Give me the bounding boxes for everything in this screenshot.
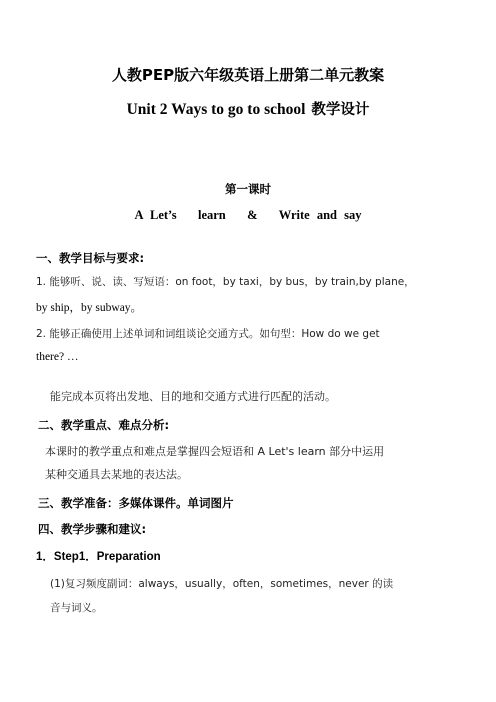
document-subtitle — [0, 98, 496, 119]
objective-3: 能完成本页将出发地、目的地和交通方式进行匹配的活动。 — [50, 390, 336, 403]
unit-title: Unit 2 Ways to go to school — [126, 101, 306, 118]
section2-heading: 二、教学重点、难点分析: — [38, 418, 170, 432]
section4-heading: 四、教学步骤和建议: — [38, 522, 147, 536]
step1-item1-line2: 音与词义。 — [50, 602, 103, 614]
section1-heading: 一、教学目标与要求: — [36, 251, 145, 265]
step1-label: 1．Step1．Preparation — [36, 551, 161, 563]
section3-heading: 三、教学准备：多媒体课件。单词图片 — [38, 496, 234, 510]
step1-item1-line1: (1)复习频度副词：always，usually，often，sometimes，never 的读 — [50, 578, 394, 590]
objective-1-line2: by ship，by subway。 — [36, 302, 143, 314]
lesson-subtitle: A Let’s learn & Write and say — [134, 208, 362, 222]
lesson-number: 第一课时 — [225, 182, 271, 196]
objective-1-line1: 1. 能够听、说、读、写短语：on foot，by taxi，by bus，by train,by plane， — [36, 276, 415, 288]
teaching-design-label: 教学设计 — [311, 102, 370, 118]
objective-2-line1: 2. 能够正确使用上述单词和词组谈论交通方式。如句型：How do we get — [36, 328, 380, 340]
key-points-line1: 本课时的教学重点和难点是掌握四会短语和 A Let's learn 部分中运用 — [45, 445, 385, 458]
objective-2-line2: there? … — [36, 351, 79, 363]
key-points-line2: 某种交通具去某地的表达法。 — [45, 468, 188, 481]
document-title: 人教PEP版六年级英语上册第二单元教案 — [111, 66, 385, 84]
